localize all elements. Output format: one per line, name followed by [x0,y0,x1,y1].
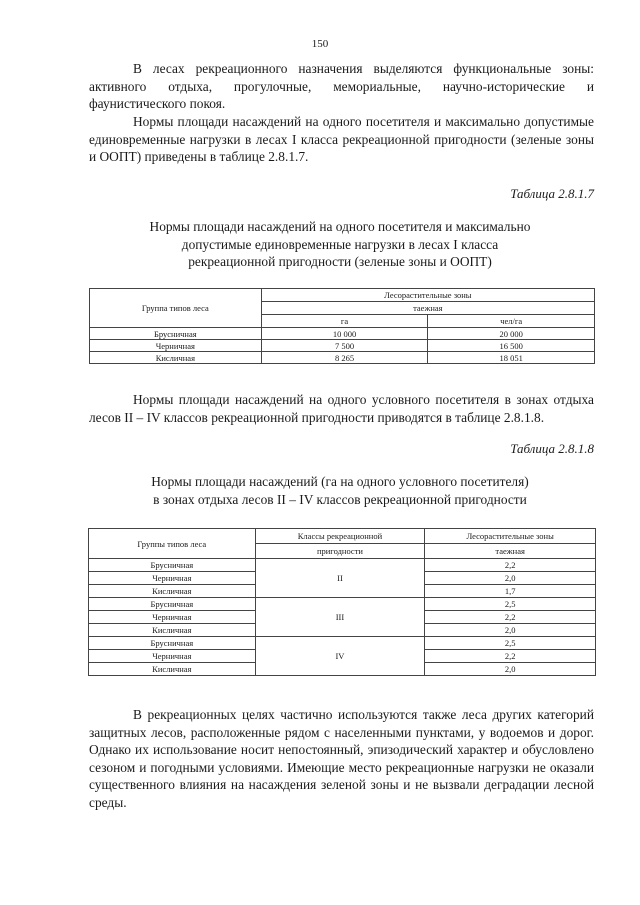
table2-cell-group: Черничная [89,611,256,624]
table2-head-groups: Группы типов леса [89,529,256,559]
table2-cell-group: Кисличная [89,624,256,637]
table2-cell-group: Брусничная [89,598,256,611]
table2-title [60,473,620,508]
table1-title-line: рекреационной пригодности (зеленые зоны и ООПТ) [188,254,492,270]
table2-title-line: Нормы площади насаждений (га на одного условного посетителя) [151,474,529,489]
table2-cell-group: Кисличная [89,663,256,676]
table-row [89,559,596,572]
table2-head-zones: Лесорастительные зоны [425,529,596,544]
table-row [90,352,595,364]
table-row [89,598,596,611]
paragraph-other-categories: В рекреационных целях частично используются также леса других категорий защитных лесов, расположенные рядом с населенными пунктами, у водоемов и дорог. Однако их использование носит непостоянный, эпизодический характер и обусловлено сезоном и погодными условиями. Имеющие место рекреационные нагрузки не оказали существенного влияния на насаждения зеленой зоны и не вызвали деградации лесной среды. [89,707,594,810]
table2 [88,528,596,676]
table2-label: Таблица 2.8.1.8 [510,441,594,456]
table2-head-taiga: таежная [425,544,596,559]
paragraph-table1-intro: Нормы площади насаждений на одного посетителя и максимально допустимые единовременные нагрузки в лесах I класса рекреационной пригодности (зеленые зоны и ООПТ) приведены в таблице 2.8.1.7. [89,114,594,165]
table1-title-line: Нормы площади насаждений на одного посетителя и максимально [149,219,531,234]
table-row [89,637,596,650]
table1-cell-ha: 8 265 [261,352,428,364]
table1-head-group: Группа типов леса [90,289,262,328]
table1-cell-ha: 10 000 [261,328,428,340]
paragraph-functional-zones: В лесах рекреационного назначения выделяются функциональные зоны: активного отдыха, прогулочные, мемориальные, научно-исторические и фаунистического покоя. [89,61,594,112]
table2-head-class: пригодности [255,544,425,559]
paragraph-table2-intro: Нормы площади насаждений на одного условного посетителя в зонах отдыха лесов II – IV классов рекреационной пригодности приводятся в таблице 2.8.1.8. [89,392,594,425]
table2-cell-value: 1,7 [425,585,596,598]
table2-cell-value: 2,2 [425,611,596,624]
table2-title-line: в зонах отдыха лесов II – IV классов рекреационной пригодности [153,491,527,507]
table2-cell-value: 2,0 [425,624,596,637]
table2-cell-group: Брусничная [89,637,256,650]
table2-cell-value: 2,0 [425,572,596,585]
page-number: 150 [311,38,329,50]
table2-cell-class: II [255,559,425,598]
table1-head-taiga: таежная [261,302,594,315]
table1-cell-group: Брусничная [90,328,262,340]
table1-cell-group: Черничная [90,340,262,352]
table1-label: Таблица 2.8.1.7 [510,186,594,201]
table2-cell-value: 2,2 [425,559,596,572]
table2-cell-value: 2,0 [425,663,596,676]
table2-cell-group: Черничная [89,572,256,585]
table1-title [60,218,620,271]
table1-cell-ha: 7 500 [261,340,428,352]
table2-cell-value: 2,5 [425,598,596,611]
table2-cell-class: IV [255,637,425,676]
table1-cell-people: 20 000 [428,328,595,340]
table2-cell-value: 2,5 [425,637,596,650]
table2-cell-group: Кисличная [89,585,256,598]
table1-title-line: допустимые единовременные нагрузки в лесах I класса [181,236,499,252]
table1-head-people: чел/га [428,315,595,328]
table1-head-ha: га [261,315,428,328]
table-row [90,328,595,340]
table2-cell-group: Брусничная [89,559,256,572]
table2-cell-class: III [255,598,425,637]
table1 [89,288,595,364]
table1-cell-people: 18 051 [428,352,595,364]
table2-cell-group: Черничная [89,650,256,663]
table2-cell-value: 2,2 [425,650,596,663]
table2-head-class: Классы рекреационной [255,529,425,544]
table-row [90,340,595,352]
table1-cell-people: 16 500 [428,340,595,352]
table1-cell-group: Кисличная [90,352,262,364]
table1-head-zones: Лесорастительные зоны [261,289,594,302]
